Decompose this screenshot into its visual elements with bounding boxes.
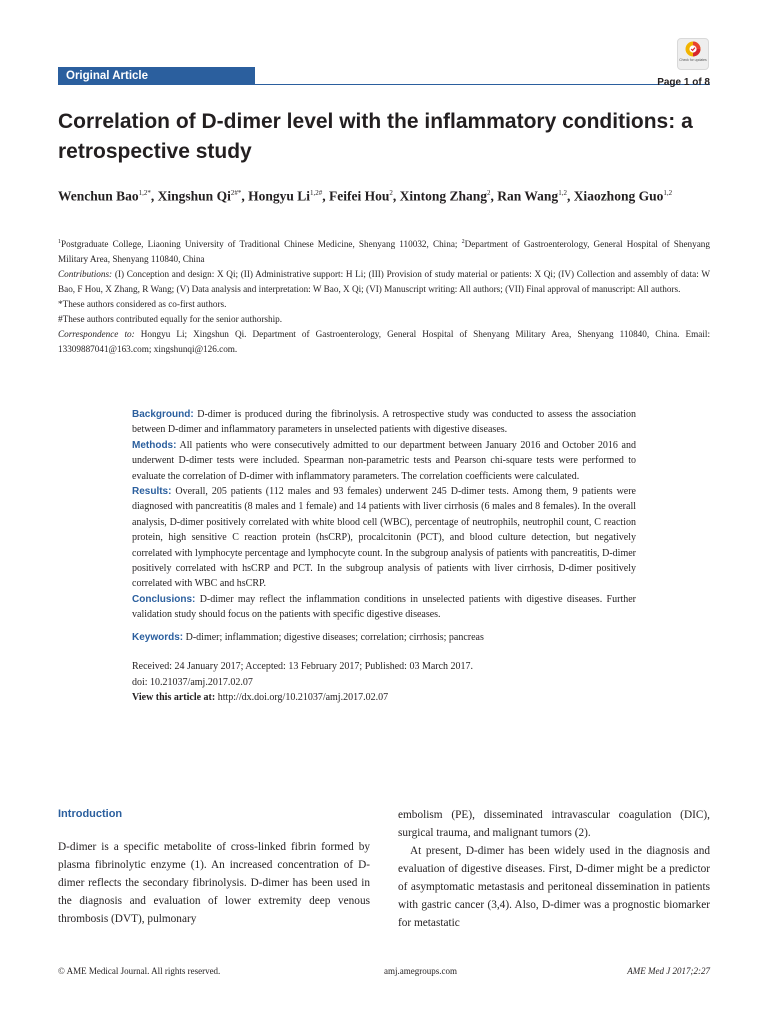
abstract-conclusions	[132, 592, 636, 623]
author-sup: 1,2	[663, 189, 673, 197]
abstract-methods	[132, 438, 636, 484]
methods-text: All patients who were consecutively admitted to our department between January 2016 and October 2016 and underwent D-dimer tests were included. Spearman non-parametric tests and Pearson chi-square tests were performed to evaluate the correlation of D-dimer with inflammatory parameters. The correlation coefficients were calculated.	[132, 439, 636, 482]
author-list: Wenchun Bao$^{1,2*}$, Xingshun $Qi^{2\#*}$, Hongyu $Li^{1,2\#}$, Feifei Hou$^2$, Xintong Zhang$^2$, Ran Wang$^{1,2}$, Xiaozhong Guo$^{1,2}$	[58, 188, 673, 204]
badge-label: Check for updates	[679, 58, 707, 62]
introduction-heading: Introduction	[58, 808, 123, 820]
author-name: Wenchun Bao	[58, 188, 139, 204]
footer-copyright: © AME Medical Journal. All rights reserved.	[58, 966, 221, 976]
author-sup: 1,2	[558, 189, 567, 197]
affiliation-2: Department of Gastroenterology, General Hospital of Shenyang Military Area, Shenyang 110840, China	[58, 239, 710, 265]
affiliation-1: Postgraduate College, Liaoning University of Traditional Chinese Medicine, Shenyang 110032, China;	[61, 239, 462, 250]
article-type-label: Original Article	[58, 67, 255, 85]
article-link[interactable]: http://dx.doi.org/10.21037/amj.2017.02.07	[215, 691, 389, 703]
check-for-updates-badge[interactable]	[677, 38, 709, 70]
intro-left-column	[58, 838, 370, 928]
results-label: Results:	[132, 486, 172, 498]
author-sup: 2#*	[230, 189, 242, 197]
contributions-label: Contributions:	[58, 269, 113, 280]
author-name: Xingshun Qi	[157, 188, 231, 204]
page-number: Page 1 of 8	[657, 77, 710, 88]
author-sup: 2	[389, 189, 393, 197]
conclusions-label: Conclusions:	[132, 593, 196, 605]
cofirst-note: *These authors considered as co-first authors.	[58, 299, 227, 310]
keywords-text: D-dimer; inflammation; digestive diseases; correlation; cirrhosis; pancreas	[183, 631, 484, 643]
affiliation-sup: 1	[58, 239, 61, 245]
results-text: Overall, 205 patients (112 males and 93 females) underwent 245 D-dimer tests. Among them, 9 patients were diagnosed with pancreatitis (8 males and 1 female) and 14 patients with liver cirrhosis (6 males and 8 females). In the overall analysis, D-dimer positively correlated with white blood cell (WBC), percentage of neutrophils, neutrophil count, C reaction protein, high sensitive C reaction protein (hsCRP), procalcitonin (PCT), and blood culture detection, but negatively correlated with lymphocyte percentage and lymphocyte count. In the subgroup analysis of patients with pancreatitis, D-dimer positively correlated with hsCRP and PCT. In the subgroup analysis of patients with liver cirrhosis, D-dimer positively correlated with WBC and hsCRP.	[132, 486, 636, 590]
affiliation-sup: 2	[461, 239, 465, 245]
affiliations-block	[58, 235, 710, 357]
author-name: Hongyu Li	[248, 188, 310, 204]
methods-label: Methods:	[132, 439, 177, 451]
intro-paragraph: embolism (PE), disseminated intravascular coagulation (DIC), surgical trauma, and malignant tumors (2).	[398, 809, 710, 839]
intro-paragraph: At present, D-dimer has been widely used in the diagnosis and evaluation of digestive diseases. First, D-dimer might be a predictor of asymptomatic metastasis and peritoneal dissemination in patients with gastric cancer (3,4). Also, D-dimer was a prognostic biomarker for metastatic	[398, 845, 710, 929]
correspondence-label: Correspondence to:	[58, 329, 135, 340]
footer-site[interactable]: amj.amegroups.com	[384, 966, 457, 976]
conclusions-text: D-dimer may reflect the inflammation conditions in unselected patients with digestive diseases. Further validation study should focus on the patients with specific digestive diseases.	[132, 593, 636, 621]
author-name: Feifei Hou	[328, 188, 390, 204]
footer-citation: AME Med J 2017;2:27	[627, 966, 710, 976]
author-name: Xiaozhong Guo	[573, 188, 664, 204]
intro-right-column	[398, 806, 710, 932]
background-label: Background:	[132, 409, 194, 420]
check-for-updates-icon	[685, 41, 701, 57]
view-label: View this article at:	[132, 691, 216, 703]
author-name: Xintong Zhang	[399, 188, 488, 204]
abstract-results	[132, 484, 636, 592]
abstract	[132, 407, 636, 705]
doi: doi: 10.21037/amj.2017.02.07	[132, 676, 253, 688]
author-sup: 2	[487, 189, 491, 197]
article-title: Correlation of D-dimer level with the inflammatory conditions: a retrospective study	[58, 110, 693, 163]
intro-paragraph: D-dimer is a specific metabolite of cross-linked fibrin formed by plasma fibrinolytic enzyme (1). An increased concentration of D-dimer reflects the secondary fibrinolysis. D-dimer has been used in the diagnosis and evaluation of lower extremity deep venous thrombosis (DVT), pulmonary	[58, 841, 370, 925]
keywords-label: Keywords:	[132, 631, 184, 643]
contributions	[58, 267, 710, 297]
correspondence	[58, 327, 710, 357]
author-sup: 1,2*	[138, 189, 151, 197]
contributions-text: (I) Conception and design: X Qi; (II) Administrative support: H Li; (III) Provision of study material or patients: X Qi; (IV) Collection and assembly of data: W Bao, F Hou, X Zhang, R Wang; (V) Data analysis and interpretation: W Bao, X Qi; (VI) Manuscript writing: All authors; (VII) Final approval of manuscript: All authors.	[58, 269, 710, 295]
view-article	[132, 690, 636, 705]
abstract-keywords	[132, 630, 636, 645]
publication-dates: Received: 24 January 2017; Accepted: 13 February 2017; Published: 03 March 2017.	[132, 661, 474, 673]
header-rule	[255, 84, 710, 85]
affiliation-line	[58, 235, 710, 267]
abstract-background	[132, 407, 636, 438]
senior-note: #These authors contributed equally for the senior authorship.	[58, 314, 283, 325]
correspondence-text: Hongyu Li; Xingshun Qi. Department of Gastroenterology, General Hospital of Shenyang Military Area, Shenyang 110840, China. Email: 13309887041@163.com; xingshunqi@126.com.	[58, 329, 711, 355]
author-name: Ran Wang	[497, 188, 559, 204]
background-text: D-dimer is produced during the fibrinolysis. A retrospective study was conducted to assess the association between D-dimer and inflammatory parameters in unselected patients with digestive diseases.	[132, 409, 636, 436]
author-sup: 1,2#	[309, 189, 323, 197]
